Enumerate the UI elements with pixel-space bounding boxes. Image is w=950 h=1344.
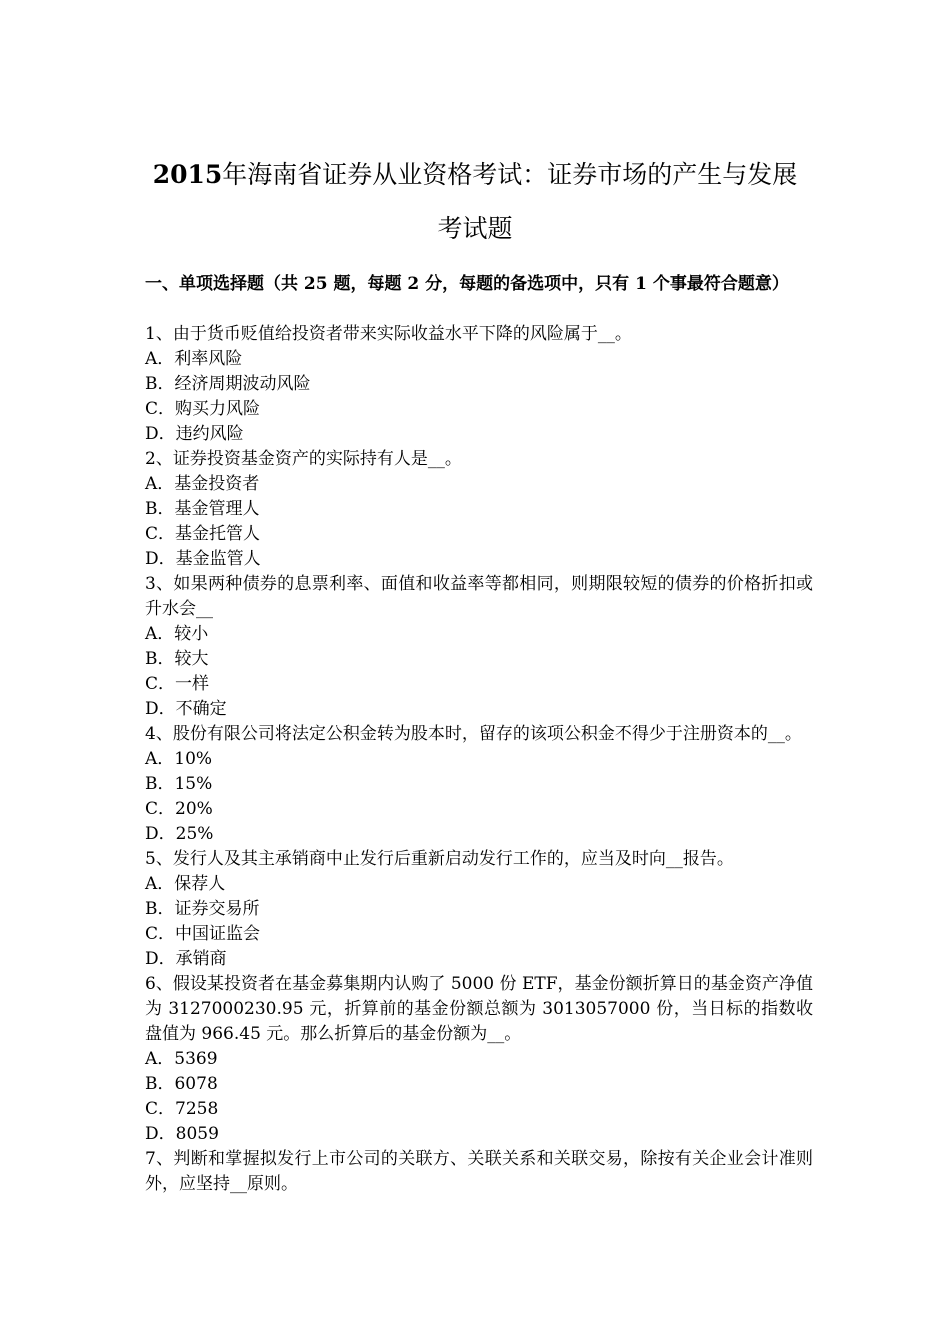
question-2 — [145, 447, 813, 572]
option-c: C．购买力风险 — [145, 399, 261, 419]
option-b: B．15% — [145, 774, 213, 794]
option-d: D．基金监管人 — [145, 549, 261, 569]
title-line-1 — [130, 148, 820, 202]
document-title — [130, 148, 820, 256]
section-heading: 一、单项选择题（共 25 题，每题 2 分，每题的备选项中，只有 1 个事最符合题意） — [145, 274, 789, 294]
option-a: A．保荐人 — [145, 874, 226, 894]
option-b: B．基金管理人 — [145, 499, 260, 519]
question-6 — [145, 972, 813, 1147]
title-line-2: 考试题 — [437, 214, 513, 243]
question-1 — [145, 322, 813, 447]
option-a: A．基金投资者 — [145, 474, 260, 494]
question-5 — [145, 847, 813, 972]
option-d: D．不确定 — [145, 699, 227, 719]
option-b: B．经济周期波动风险 — [145, 374, 311, 394]
title-text: 年海南省证券从业资格考试：证券市场的产生与发展 — [222, 160, 798, 189]
question-list — [145, 322, 813, 1197]
title-year: 2015 — [152, 160, 223, 189]
option-c: C．20% — [145, 799, 213, 819]
option-b: B．较大 — [145, 649, 209, 669]
option-c: C．中国证监会 — [145, 924, 261, 944]
option-d: D．违约风险 — [145, 424, 244, 444]
question-stem: 3、如果两种债券的息票利率、面值和收益率等都相同，则期限较短的债券的价格折扣或升水会__ — [145, 574, 813, 619]
question-stem: 5、发行人及其主承销商中止发行后重新启动发行工作的，应当及时向__报告。 — [145, 849, 734, 869]
question-stem: 4、股份有限公司将法定公积金转为股本时，留存的该项公积金不得少于注册资本的__。 — [145, 724, 802, 744]
option-b: B．证券交易所 — [145, 899, 260, 919]
question-4 — [145, 722, 813, 847]
option-d: D．8059 — [145, 1124, 219, 1144]
question-stem: 2、证券投资基金资产的实际持有人是__。 — [145, 449, 462, 469]
option-c: C．一样 — [145, 674, 210, 694]
option-c: C．7258 — [145, 1099, 219, 1119]
option-d: D．25% — [145, 824, 214, 844]
question-stem: 7、判断和掌握拟发行上市公司的关联方、关联关系和关联交易，除按有关企业会计准则外，应坚持__原则。 — [145, 1149, 813, 1194]
question-stem: 6、假设某投资者在基金募集期内认购了 5000 份 ETF，基金份额折算日的基金资产净值为 3127000230.95 元，折算前的基金份额总额为 3013057000 份，当日标的指数收盘值为 966.45 元。那么折算后的基金份额为__。 — [145, 974, 813, 1044]
option-d: D．承销商 — [145, 949, 227, 969]
question-7 — [145, 1147, 813, 1197]
option-a: A．5369 — [145, 1049, 218, 1069]
question-3 — [145, 572, 813, 722]
option-a: A．较小 — [145, 624, 209, 644]
option-b: B．6078 — [145, 1074, 218, 1094]
option-c: C．基金托管人 — [145, 524, 261, 544]
option-a: A．10% — [145, 749, 213, 769]
option-a: A．利率风险 — [145, 349, 243, 369]
question-stem: 1、由于货币贬值给投资者带来实际收益水平下降的风险属于__。 — [145, 324, 632, 344]
